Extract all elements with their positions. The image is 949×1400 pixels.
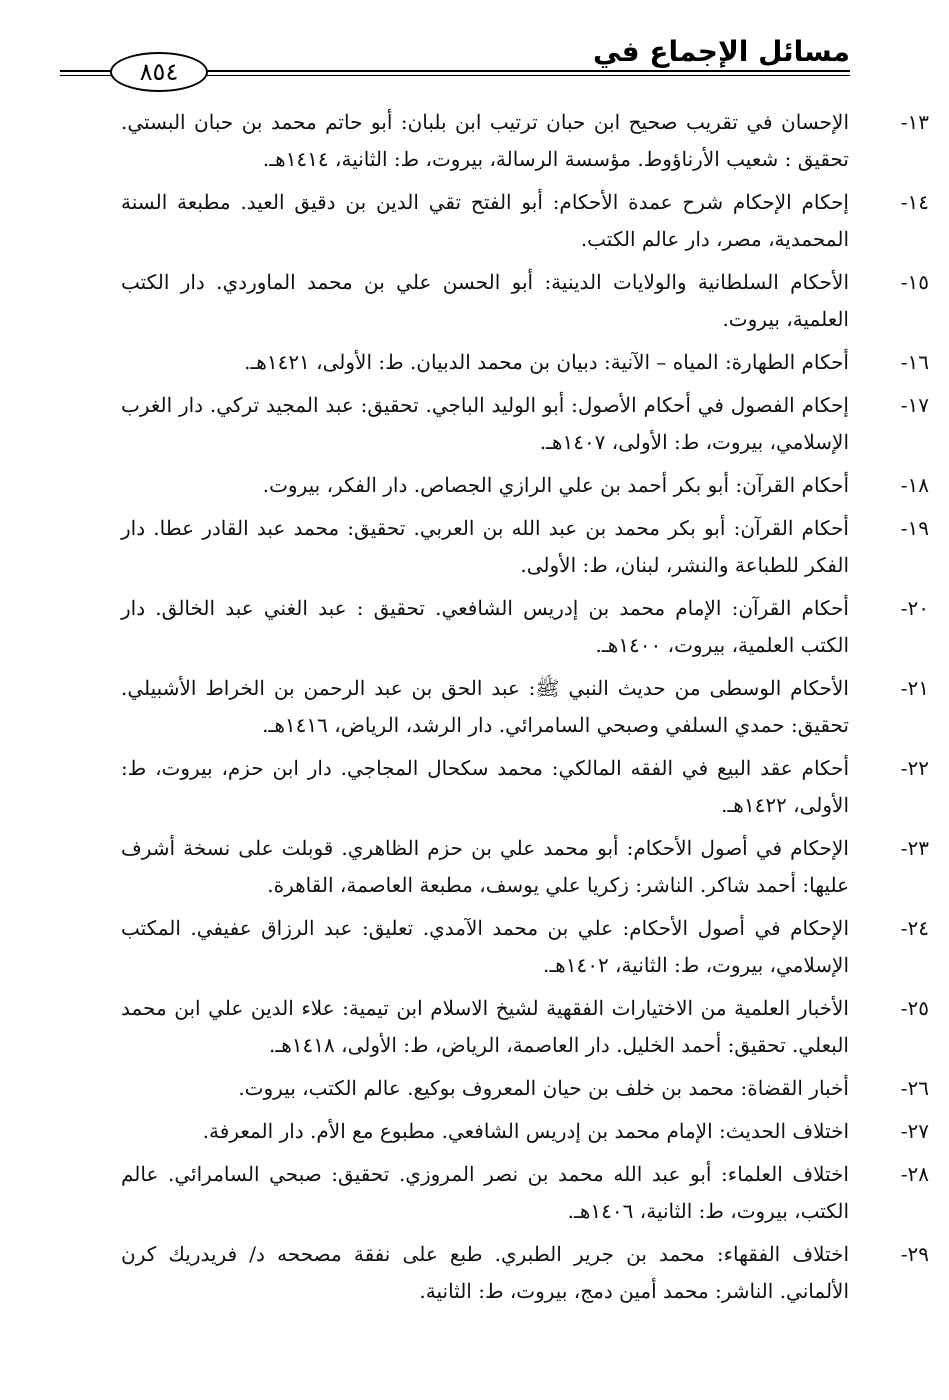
entry-text: الأحكام السلطانية والولايات الدينية: أبو الحسن علي بن محمد الماوردي. دار الكتب العلمية، بيروت.: [121, 270, 849, 331]
entry-text: أحكام القرآن: الإمام محمد بن إدريس الشافعي. تحقيق : عبد الغني عبد الخالق. دار الكتب العلمية، بيروت، ١٤٠٠هـ.: [121, 596, 849, 657]
entry-text: الإحسان في تقريب صحيح ابن حبان ترتيب ابن بلبان: أبو حاتم محمد بن حبان البستي. تحقيق : شعيب الأرناؤوط. مؤسسة الرسالة، بيروت، ط: الثانية، ١٤١٤هـ.: [121, 110, 849, 171]
entry-number: ٢١-: [900, 676, 929, 700]
running-title: مسائل الإجماع في: [592, 35, 850, 68]
bibliography-entry: [121, 1113, 929, 1150]
entry-number: ٢٧-: [900, 1119, 929, 1143]
entry-text: الأخبار العلمية من الاختيارات الفقهية لشيخ الاسلام ابن تيمية: علاء الدين علي ابن محمد البعلي. تحقيق: أحمد الخليل. دار العاصمة، الرياض، ط: الأولى، ١٤١٨هـ.: [121, 996, 849, 1057]
entry-number: ١٣-: [900, 110, 929, 134]
entry-text: الإحكام في أصول الأحكام: علي بن محمد الآمدي. تعليق: عبد الرزاق عفيفي. المكتب الإسلامي، بيروت، ط: الثانية، ١٤٠٢هـ.: [121, 916, 849, 977]
bibliography-entry: [121, 910, 929, 984]
entry-text: اختلاف العلماء: أبو عبد الله محمد بن نصر المروزي. تحقيق: صبحي السامرائي. عالم الكتب، بيروت، ط: الثانية، ١٤٠٦هـ.: [121, 1162, 849, 1223]
entry-number: ١٩-: [900, 516, 929, 540]
page-header: [60, 18, 850, 88]
bibliography-entry: [121, 104, 929, 178]
entry-number: ٢٤-: [900, 916, 929, 940]
entry-text: اختلاف الحديث: الإمام محمد بن إدريس الشافعي. مطبوع مع الأم. دار المعرفة.: [202, 1119, 849, 1143]
entry-number: ٢٠-: [900, 596, 929, 620]
bibliography-entry: [121, 344, 929, 381]
entry-text: أحكام الطهارة: المياه – الآنية: دبيان بن محمد الدبيان. ط: الأولى، ١٤٢١هـ.: [244, 350, 849, 374]
entry-text: إحكام الإحكام شرح عمدة الأحكام: أبو الفتح تقي الدين بن دقيق العيد. مطبعة السنة المحمدية، مصر، دار عالم الكتب.: [121, 190, 849, 251]
entry-text: الإحكام في أصول الأحكام: أبو محمد علي بن حزم الظاهري. قوبلت على نسخة أشرف عليها: أحمد شاكر. الناشر: زكريا علي يوسف، مطبعة العاصمة، القاهرة.: [121, 836, 849, 897]
entry-number: ٢٦-: [900, 1076, 929, 1100]
bibliography-entry: [121, 990, 929, 1064]
entry-number: ٢٩-: [900, 1242, 929, 1266]
entry-text: أحكام عقد البيع في الفقه المالكي: محمد سكحال المجاجي. دار ابن حزم، بيروت، ط: الأولى، ١٤٢٢هـ.: [121, 756, 849, 817]
entry-number: ٢٥-: [900, 996, 929, 1020]
bibliography-entry: [121, 1070, 929, 1107]
entry-text: أحكام القرآن: أبو بكر محمد بن عبد الله بن العربي. تحقيق: محمد عبد القادر عطا. دار الفكر للطباعة والنشر، لبنان، ط: الأولى.: [121, 516, 849, 577]
bibliography-entry: [121, 184, 929, 258]
bibliography-entry: [121, 1156, 929, 1230]
entry-number: ٢٨-: [900, 1162, 929, 1186]
bibliography-entry: [121, 510, 929, 584]
bibliography-entry: [121, 387, 929, 461]
entry-text: أخبار القضاة: محمد بن خلف بن حيان المعروف بوكيع. عالم الكتب، بيروت.: [238, 1076, 849, 1100]
bibliography-entry: [121, 670, 929, 744]
entry-text: اختلاف الفقهاء: محمد بن جرير الطبري. طبع على نفقة مصححه د/ فريدريك كرن الألماني. الناشر: محمد أمين دمج، بيروت، ط: الثانية.: [121, 1242, 849, 1303]
bibliography-entry: [121, 590, 929, 664]
page-number: ٨٥٤: [110, 52, 208, 92]
entry-number: ١٧-: [900, 393, 929, 417]
bibliography-list: [121, 104, 929, 1316]
entry-text: أحكام القرآن: أبو بكر أحمد بن علي الرازي الجصاص. دار الفكر، بيروت.: [262, 473, 849, 497]
bibliography-entry: [121, 1236, 929, 1310]
entry-number: ١٦-: [900, 350, 929, 374]
bibliography-entry: [121, 264, 929, 338]
entry-text: الأحكام الوسطى من حديث النبي ﷺ: عبد الحق بن عبد الرحمن بن الخراط الأشبيلي. تحقيق: حمدي السلفي وصبحي السامرائي. دار الرشد، الرياض، ١٤١٦هـ.: [121, 676, 849, 737]
entry-number: ٢٢-: [900, 756, 929, 780]
entry-number: ١٥-: [900, 270, 929, 294]
entry-number: ٢٣-: [900, 836, 929, 860]
entry-text: إحكام الفصول في أحكام الأصول: أبو الوليد الباجي. تحقيق: عبد المجيد تركي. دار الغرب الإسلامي، بيروت، ط: الأولى، ١٤٠٧هـ.: [121, 393, 849, 454]
bibliography-entry: [121, 830, 929, 904]
bibliography-entry: [121, 750, 929, 824]
bibliography-entry: [121, 467, 929, 504]
entry-number: ١٤-: [900, 190, 929, 214]
entry-number: ١٨-: [900, 473, 929, 497]
